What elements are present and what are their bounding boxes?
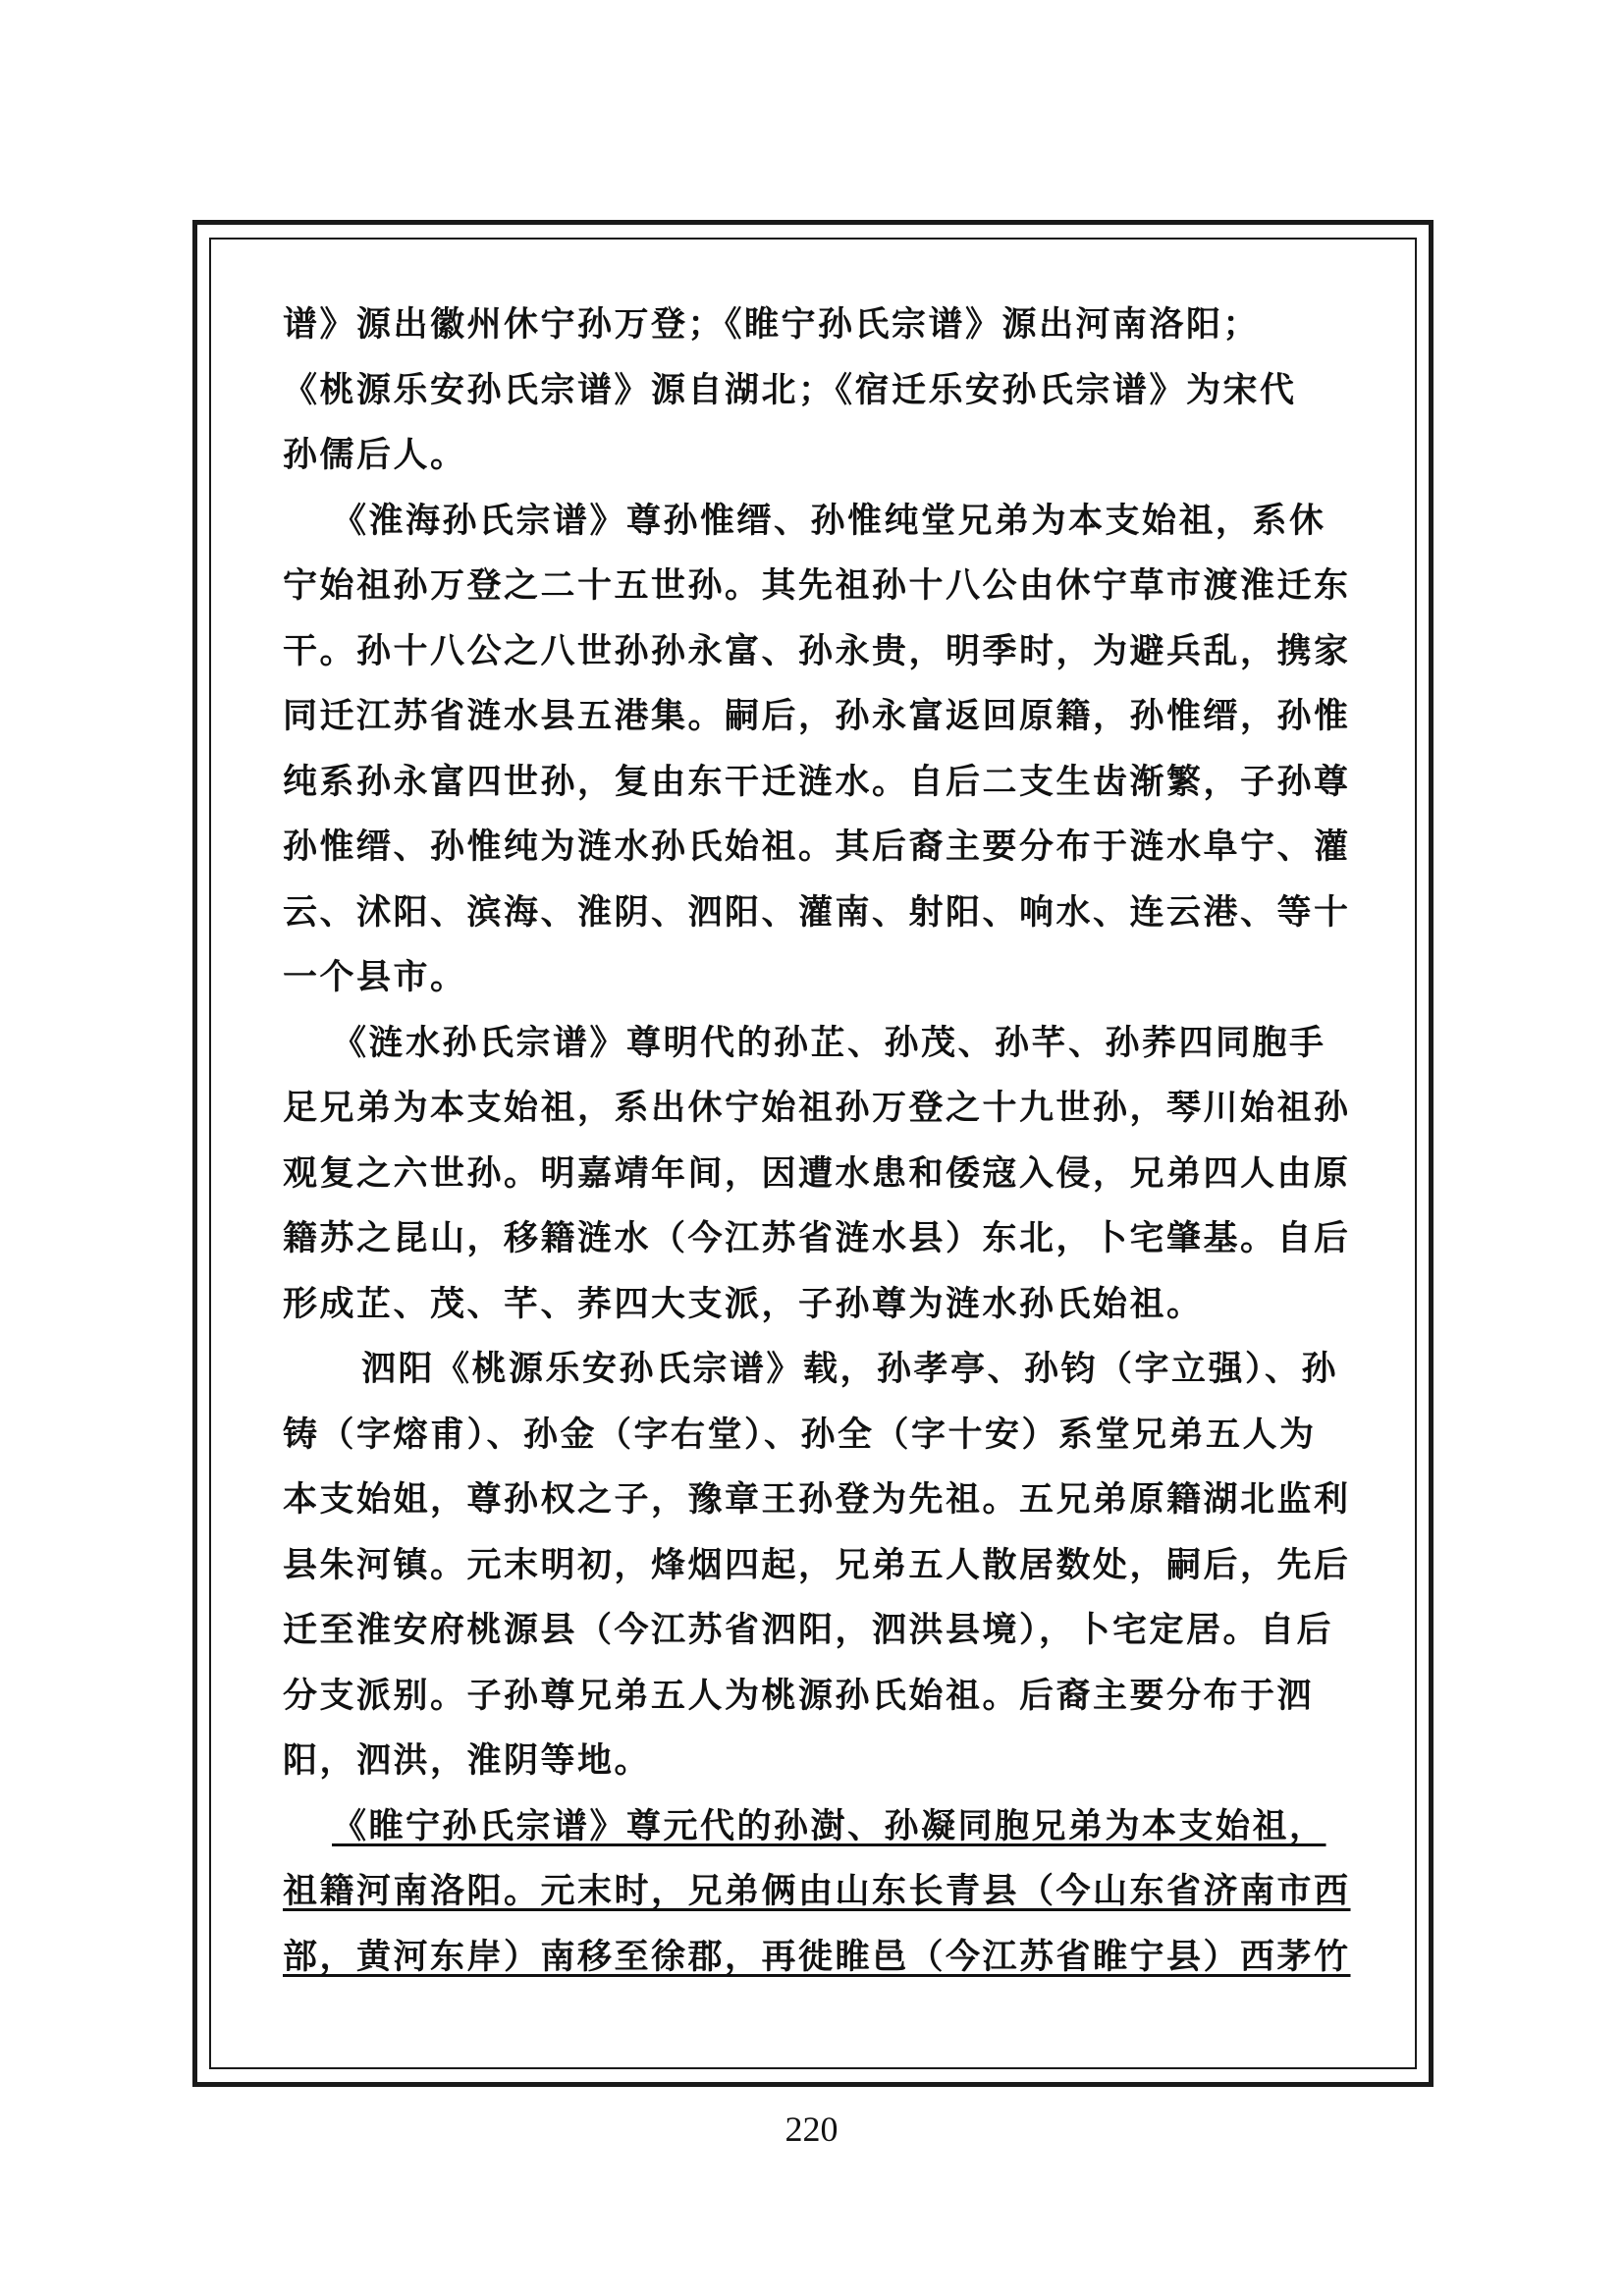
text-line: 迁至淮安府桃源县（今江苏省泗阳，泗洪县境），卜宅定居。自后 — [283, 1610, 1334, 1650]
text-line: 孙儒后人。 — [283, 435, 467, 475]
text-line: 一个县市。 — [283, 957, 467, 997]
text-line-underlined — [283, 1925, 1355, 1991]
text-line: 孙惟缙、孙惟纯为涟水孙氏始祖。其后裔主要分布于涟水阜宁、灌 — [283, 827, 1351, 867]
text-line: 宁始祖孙万登之二十五世孙。其先祖孙十八公由休宁草市渡淮迁东 — [283, 565, 1351, 606]
text-line: 《涟水孙氏宗谱》尊明代的孙芷、孙茂、孙芊、孙荞四同胞手 — [332, 1022, 1326, 1063]
text-line: 分支派别。子孙尊兄弟五人为桃源孙氏始祖。后裔主要分布于泗 — [283, 1675, 1315, 1716]
underlined-text: 祖籍河南洛阳。元末时，兄弟俩由山东长青县（今山东省济南市西 — [283, 1871, 1351, 1911]
text-line: 《淮海孙氏宗谱》尊孙惟缙、孙惟纯堂兄弟为本支始祖，系休 — [332, 500, 1326, 541]
text-line: 观复之六世孙。明嘉靖年间，因遭水患和倭寇入侵，兄弟四人由原 — [283, 1152, 1351, 1194]
body-text — [283, 293, 1355, 1990]
text-line: 云、沭阳、滨海、淮阴、泗阳、灌南、射阳、响水、连云港、等十 — [283, 891, 1351, 933]
text-line: 干。孙十八公之八世孙孙永富、孙永贵，明季时，为避兵乱，携家 — [283, 630, 1351, 671]
text-line: 《桃源乐安孙氏宗谱》源自湖北；《宿迁乐安孙氏宗谱》为宋代 — [283, 369, 1297, 410]
page-number: 220 — [784, 2109, 839, 2149]
underlined-text: 部，黄河东岸）南移至徐郡，再徙睢邑（今江苏省睢宁县）西茅竹 — [283, 1936, 1351, 1977]
underlined-text: 《睢宁孙氏宗谱》尊元代的孙澍、孙凝同胞兄弟为本支始祖， — [332, 1805, 1326, 1846]
text-line: 泗阳《桃源乐安孙氏宗谱》载，孙孝亭、孙钧（字立强）、孙 — [361, 1349, 1339, 1389]
text-line: 阳，泗洪，淮阴等地。 — [283, 1740, 652, 1781]
text-line-underlined — [283, 1859, 1355, 1925]
text-line: 谱》源出徽州休宁孙万登；《睢宁孙氏宗谱》源出河南洛阳； — [283, 304, 1261, 345]
text-line: 铸（字熔甫）、孙金（字右堂）、孙全（字十安）系堂兄弟五人为 — [283, 1414, 1317, 1455]
text-line: 足兄弟为本支始祖，系出休宁始祖孙万登之十九世孙，琴川始祖孙 — [283, 1088, 1351, 1128]
text-line: 形成芷、茂、芊、荞四大支派，子孙尊为涟水孙氏始祖。 — [283, 1283, 1204, 1324]
text-line: 纯系孙永富四世孙，复由东干迁涟水。自后二支生齿渐繁，子孙尊 — [283, 761, 1351, 802]
text-line: 同迁江苏省涟水县五港集。嗣后，孙永富返回原籍，孙惟缙，孙惟 — [283, 696, 1351, 736]
text-line-underlined — [283, 1794, 1355, 1860]
text-line: 籍苏之昆山，移籍涟水（今江苏省涟水县）东北，卜宅肇基。自后 — [283, 1218, 1351, 1258]
text-line: 本支始姐，尊孙权之子，豫章王孙登为先祖。五兄弟原籍湖北监利 — [283, 1479, 1351, 1520]
text-line: 县朱河镇。元末明初，烽烟四起，兄弟五人散居数处，嗣后，先后 — [283, 1544, 1351, 1585]
